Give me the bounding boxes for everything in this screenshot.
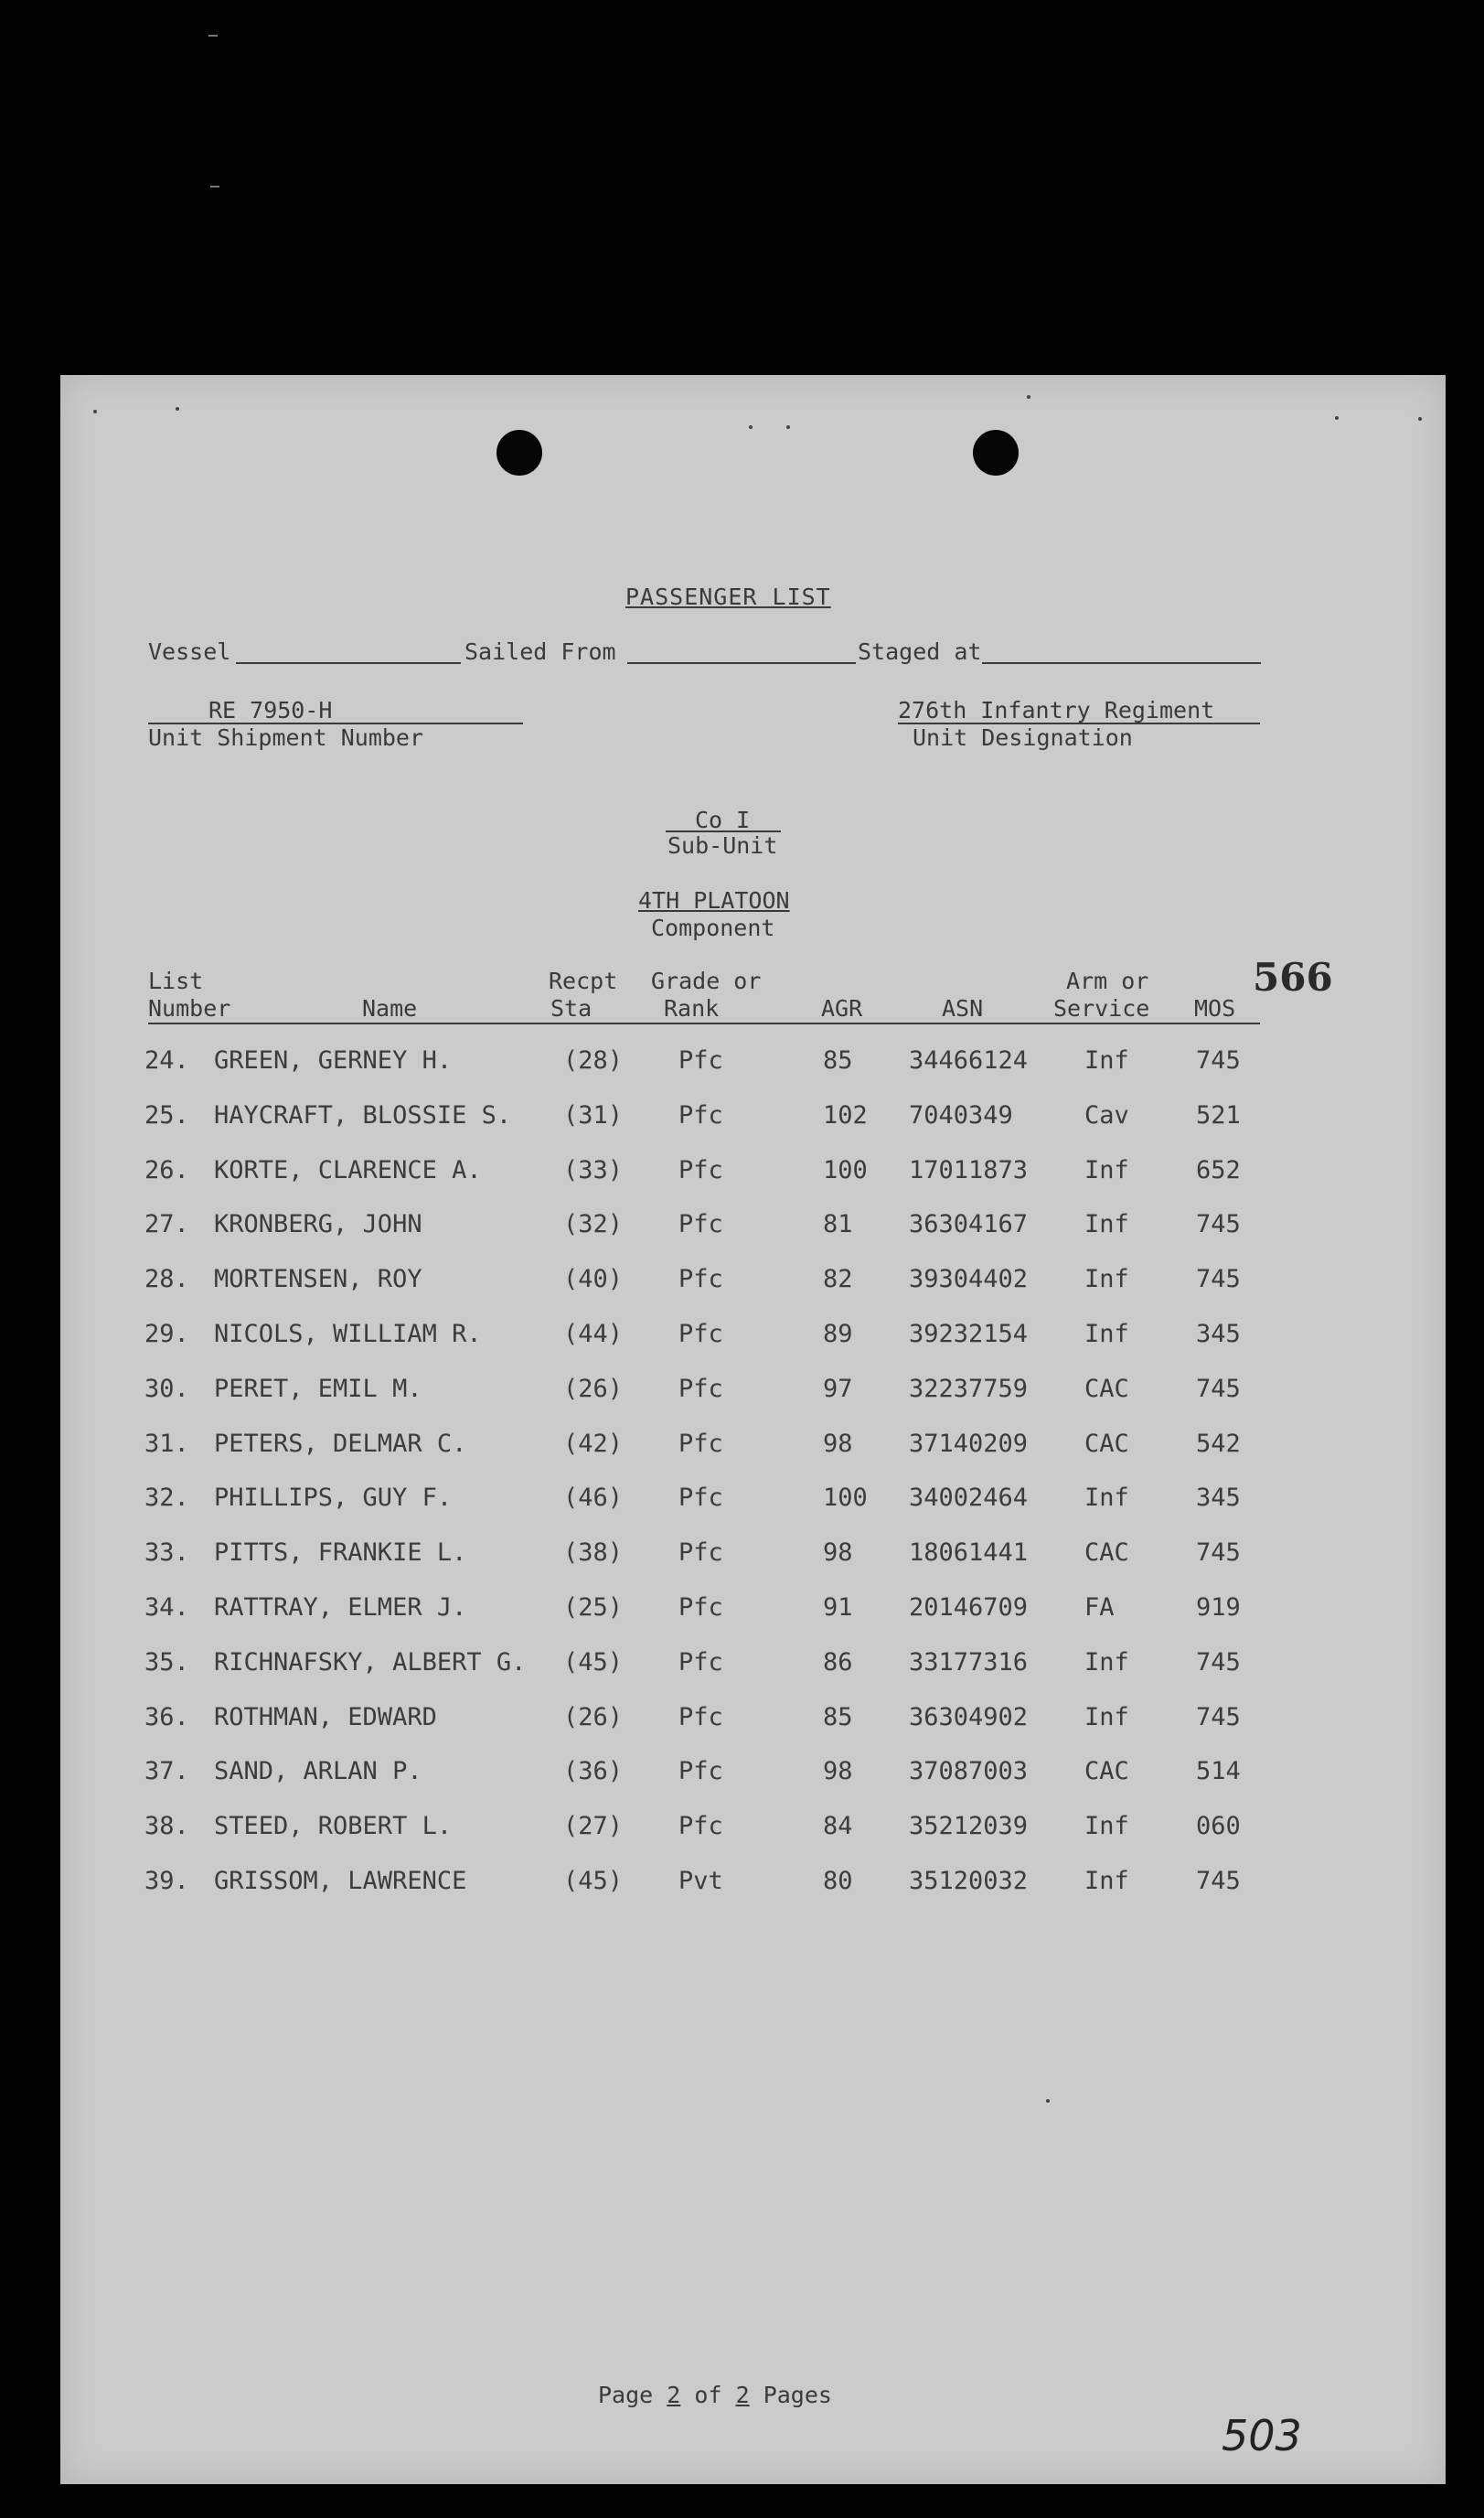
row-asn: 18061441	[909, 1538, 1029, 1568]
row-mos: 345	[1196, 1320, 1241, 1348]
vessel-label: Vessel	[148, 638, 231, 665]
table-row	[60, 1812, 1340, 1848]
row-arm-service: Inf	[1084, 1702, 1129, 1731]
row-asn: 39304402	[909, 1265, 1029, 1294]
table-row	[60, 1538, 1340, 1575]
row-mos: 745	[1196, 1867, 1241, 1895]
row-list-number: 31.	[144, 1429, 189, 1458]
row-name: KRONBERG, JOHN	[214, 1210, 422, 1239]
header-mos: MOS	[1194, 995, 1236, 1022]
row-agr: 98	[823, 1757, 853, 1786]
row-asn: 37140209	[909, 1429, 1029, 1458]
row-mos: 745	[1196, 1046, 1241, 1075]
stamped-number: 566	[1253, 955, 1333, 1000]
row-arm-service: CAC	[1084, 1429, 1129, 1458]
row-grade: Pfc	[678, 1812, 723, 1841]
row-grade: Pfc	[678, 1320, 723, 1348]
row-grade: Pfc	[678, 1647, 723, 1677]
row-recpt-sta: (26)	[563, 1374, 624, 1403]
row-mos: 745	[1196, 1702, 1241, 1731]
row-asn: 35212039	[909, 1812, 1029, 1841]
row-list-number: 25.	[144, 1100, 189, 1130]
row-name: GRISSOM, LAWRENCE	[214, 1867, 467, 1895]
header-recpt-sta: Recpt Sta	[549, 968, 618, 1022]
row-asn: 33177316	[909, 1647, 1029, 1677]
row-asn: 39232154	[909, 1320, 1029, 1348]
row-name: KORTE, CLARENCE A.	[214, 1155, 482, 1184]
row-arm-service: Inf	[1084, 1210, 1129, 1239]
handwritten-number: 503	[1222, 2411, 1302, 2460]
row-recpt-sta: (38)	[563, 1538, 624, 1568]
page-indicator: Page 2 of 2 Pages	[598, 2382, 832, 2408]
row-name: RATTRAY, ELMER J.	[214, 1593, 467, 1622]
punch-hole-right	[973, 430, 1019, 476]
row-recpt-sta: (40)	[563, 1265, 624, 1294]
row-agr: 97	[823, 1374, 853, 1403]
row-list-number: 38.	[144, 1812, 189, 1841]
header-arm-service: Arm or Service	[1053, 968, 1150, 1022]
row-arm-service: Cav	[1084, 1100, 1129, 1130]
row-agr: 89	[823, 1320, 853, 1348]
row-name: STEED, ROBERT L.	[214, 1812, 453, 1841]
staged-at-field	[982, 662, 1261, 664]
header-underline	[148, 1023, 1260, 1024]
table-row	[60, 1867, 1340, 1903]
paper-mark	[176, 407, 179, 411]
row-arm-service: Inf	[1084, 1647, 1129, 1677]
row-asn: 34002464	[909, 1484, 1029, 1513]
row-recpt-sta: (36)	[563, 1757, 624, 1786]
row-agr: 100	[823, 1484, 868, 1513]
row-grade: Pfc	[678, 1702, 723, 1731]
row-asn: 34466124	[909, 1046, 1029, 1075]
table-row	[60, 1265, 1340, 1302]
row-list-number: 29.	[144, 1320, 189, 1348]
row-list-number: 34.	[144, 1593, 189, 1622]
row-asn: 17011873	[909, 1155, 1029, 1184]
row-agr: 86	[823, 1647, 853, 1677]
row-mos: 521	[1196, 1100, 1241, 1130]
row-agr: 91	[823, 1593, 853, 1622]
paper-mark	[1046, 2099, 1050, 2103]
row-grade: Pfc	[678, 1210, 723, 1239]
sailed-from-label: Sailed From	[464, 638, 616, 665]
row-grade: Pvt	[678, 1867, 723, 1895]
row-arm-service: Inf	[1084, 1812, 1129, 1841]
paper-mark	[786, 425, 790, 429]
row-grade: Pfc	[678, 1155, 723, 1184]
paper-mark	[1027, 395, 1030, 399]
table-row	[60, 1046, 1340, 1083]
row-recpt-sta: (33)	[563, 1155, 624, 1184]
row-agr: 82	[823, 1265, 853, 1294]
table-row	[60, 1648, 1340, 1685]
row-asn: 36304167	[909, 1210, 1029, 1239]
row-mos: 514	[1196, 1757, 1241, 1786]
row-name: PHILLIPS, GUY F.	[214, 1484, 453, 1513]
row-list-number: 33.	[144, 1538, 189, 1568]
row-arm-service: Inf	[1084, 1265, 1129, 1294]
row-recpt-sta: (25)	[563, 1593, 624, 1622]
table-row	[60, 1101, 1340, 1138]
row-list-number: 35.	[144, 1647, 189, 1677]
row-mos: 652	[1196, 1155, 1241, 1184]
row-grade: Pfc	[678, 1265, 723, 1294]
form-title: PASSENGER LIST	[625, 584, 831, 610]
row-list-number: 36.	[144, 1702, 189, 1731]
row-agr: 80	[823, 1867, 853, 1895]
row-arm-service: FA	[1084, 1593, 1115, 1622]
row-agr: 85	[823, 1046, 853, 1075]
row-name: HAYCRAFT, BLOSSIE S.	[214, 1100, 512, 1130]
paper-mark	[93, 410, 97, 413]
row-list-number: 30.	[144, 1374, 189, 1403]
row-arm-service: Inf	[1084, 1484, 1129, 1513]
row-arm-service: Inf	[1084, 1155, 1129, 1184]
row-mos: 745	[1196, 1374, 1241, 1403]
row-recpt-sta: (27)	[563, 1812, 624, 1841]
row-asn: 7040349	[909, 1100, 1013, 1130]
scan-speck	[208, 35, 218, 37]
row-agr: 100	[823, 1155, 868, 1184]
staged-at-label: Staged at	[858, 638, 982, 665]
row-name: RICHNAFSKY, ALBERT G.	[214, 1647, 527, 1677]
header-grade-rank: Grade or Rank	[651, 968, 762, 1022]
row-arm-service: CAC	[1084, 1374, 1129, 1403]
row-grade: Pfc	[678, 1046, 723, 1075]
table-row	[60, 1703, 1340, 1740]
unit-shipment-number: RE 7950-H	[208, 697, 333, 723]
row-grade: Pfc	[678, 1538, 723, 1568]
row-agr: 84	[823, 1812, 853, 1841]
row-grade: Pfc	[678, 1484, 723, 1513]
row-arm-service: CAC	[1084, 1538, 1129, 1568]
row-list-number: 27.	[144, 1210, 189, 1239]
table-row	[60, 1430, 1340, 1466]
row-mos: 745	[1196, 1210, 1241, 1239]
row-agr: 81	[823, 1210, 853, 1239]
row-name: PETERS, DELMAR C.	[214, 1429, 467, 1458]
row-name: PERET, EMIL M.	[214, 1374, 422, 1403]
row-recpt-sta: (32)	[563, 1210, 624, 1239]
row-arm-service: CAC	[1084, 1757, 1129, 1786]
table-row	[60, 1375, 1340, 1411]
row-recpt-sta: (28)	[563, 1046, 624, 1075]
row-arm-service: Inf	[1084, 1867, 1129, 1895]
row-grade: Pfc	[678, 1100, 723, 1130]
header-name: Name	[362, 995, 418, 1022]
row-mos: 745	[1196, 1265, 1241, 1294]
row-name: ROTHMAN, EDWARD	[214, 1702, 437, 1731]
table-row	[60, 1593, 1340, 1630]
header-asn: ASN	[942, 995, 984, 1022]
row-agr: 102	[823, 1100, 868, 1130]
row-mos: 542	[1196, 1429, 1241, 1458]
table-row	[60, 1320, 1340, 1356]
header-agr: AGR	[821, 995, 863, 1022]
sub-unit: Co I	[695, 807, 751, 833]
row-mos: 745	[1196, 1647, 1241, 1677]
row-mos: 919	[1196, 1593, 1241, 1622]
paper-mark	[749, 425, 753, 429]
row-list-number: 28.	[144, 1265, 189, 1294]
row-recpt-sta: (44)	[563, 1320, 624, 1348]
row-name: PITTS, FRANKIE L.	[214, 1538, 467, 1568]
row-list-number: 39.	[144, 1867, 189, 1895]
sub-unit-label: Sub-Unit	[667, 832, 778, 859]
row-recpt-sta: (46)	[563, 1484, 624, 1513]
row-recpt-sta: (45)	[563, 1867, 624, 1895]
row-recpt-sta: (26)	[563, 1702, 624, 1731]
unit-shipment-number-label: Unit Shipment Number	[148, 724, 424, 751]
row-asn: 35120032	[909, 1867, 1029, 1895]
row-asn: 32237759	[909, 1374, 1029, 1403]
row-mos: 060	[1196, 1812, 1241, 1841]
row-arm-service: Inf	[1084, 1046, 1129, 1075]
row-recpt-sta: (45)	[563, 1647, 624, 1677]
row-list-number: 26.	[144, 1155, 189, 1184]
row-grade: Pfc	[678, 1593, 723, 1622]
row-mos: 345	[1196, 1484, 1241, 1513]
row-grade: Pfc	[678, 1429, 723, 1458]
header-list-number: List Number	[148, 968, 231, 1022]
vessel-field	[236, 662, 461, 664]
row-recpt-sta: (42)	[563, 1429, 624, 1458]
row-agr: 98	[823, 1429, 853, 1458]
unit-designation-label: Unit Designation	[913, 724, 1133, 751]
row-asn: 20146709	[909, 1593, 1029, 1622]
table-row	[60, 1757, 1340, 1794]
sailed-from-field	[627, 662, 856, 664]
row-arm-service: Inf	[1084, 1320, 1129, 1348]
table-row	[60, 1484, 1340, 1520]
row-name: GREEN, GERNEY H.	[214, 1046, 453, 1075]
row-name: MORTENSEN, ROY	[214, 1265, 422, 1294]
row-list-number: 24.	[144, 1046, 189, 1075]
paper-mark	[1418, 417, 1422, 421]
component-label: Component	[651, 915, 775, 941]
row-name: NICOLS, WILLIAM R.	[214, 1320, 482, 1348]
row-mos: 745	[1196, 1538, 1241, 1568]
row-list-number: 32.	[144, 1484, 189, 1513]
table-row	[60, 1156, 1340, 1193]
row-name: SAND, ARLAN P.	[214, 1757, 422, 1786]
table-row	[60, 1210, 1340, 1247]
row-asn: 36304902	[909, 1702, 1029, 1731]
row-grade: Pfc	[678, 1374, 723, 1403]
row-list-number: 37.	[144, 1757, 189, 1786]
unit-designation: 276th Infantry Regiment	[898, 697, 1215, 723]
row-agr: 85	[823, 1702, 853, 1731]
row-asn: 37087003	[909, 1757, 1029, 1786]
paper-mark	[1335, 416, 1339, 420]
row-recpt-sta: (31)	[563, 1100, 624, 1130]
component: 4TH PLATOON	[638, 887, 790, 914]
row-agr: 98	[823, 1538, 853, 1568]
paper-sheet	[60, 375, 1446, 2484]
punch-hole-left	[496, 430, 542, 476]
scan-speck	[210, 186, 219, 188]
row-grade: Pfc	[678, 1757, 723, 1786]
